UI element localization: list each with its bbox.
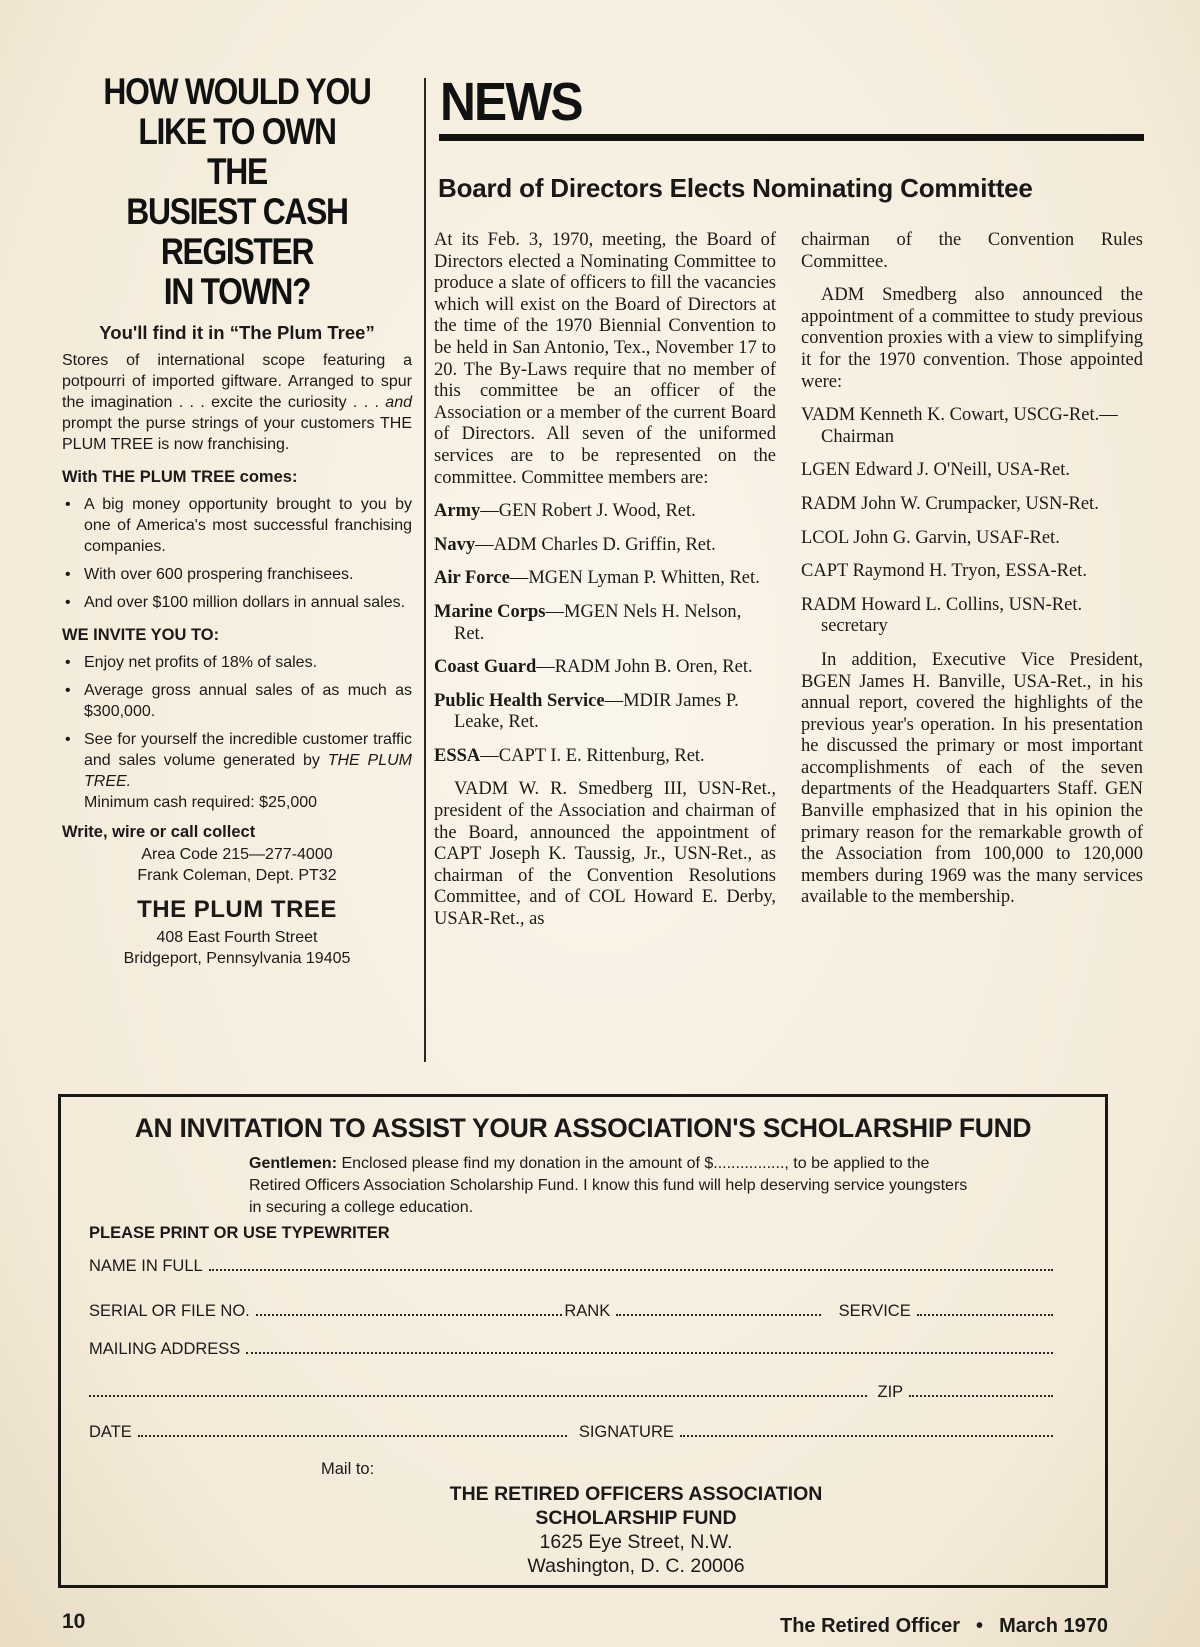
ad-headline-line: IN TOWN? [163,271,311,312]
proxy-committee-member: LGEN Edward J. O'Neill, USA-Ret. [801,460,1070,481]
mail-to-address [61,1482,1200,1578]
mail-to-label: Mail to: [321,1460,375,1478]
ad-contact-phone: Area Code 215—277-4000 [141,846,333,863]
date-field[interactable] [138,1434,567,1437]
zip-field[interactable] [909,1394,1053,1397]
serial-label: SERIAL OR FILE NO. [89,1302,250,1320]
org-street: 1625 Eye Street, N.W. [539,1531,733,1553]
plum-tree-ad [62,72,412,969]
ad-headline-line: REGISTER [160,231,314,272]
address-zip-row [89,1383,1053,1402]
ad-min-cash: Minimum cash required: $25,000 [84,794,318,811]
org-city: Washington, D. C. 20006 [527,1555,745,1577]
ad-city: Bridgeport, Pennsylvania 19405 [123,950,351,967]
ad-subhead: You'll find it in “The Plum Tree” [99,322,375,343]
news-paragraph: chairman of the Convention Rules Committee. [801,230,1143,272]
ad-contact-person: Frank Coleman, Dept. PT32 [137,867,337,884]
committee-member: Navy—ADM Charles D. Griffin, Ret. [434,534,716,555]
date-label: DATE [89,1423,132,1441]
news-paragraph: In addition, Executive Vice President, BGEN James H. Banville, USA-Ret., in his annual report, covered the highlights of the previous year's operation. In his presentation he discussed the primary or most important accomplishments of each of the seven departments of the Headquarters Staff. GEN Banville emphasized that in his opinion the primary reason for the remarkable growth of the Association from 100,000 to 120,000 members during 1969 was the many services available to the membership. [801,649,1143,908]
news-section-title: NEWS [440,72,582,132]
proxy-committee-member: CAPT Raymond H. Tryon, ESSA-Ret. [801,561,1087,582]
address-field-line-2[interactable] [89,1394,867,1397]
name-field[interactable] [209,1268,1053,1271]
page-number: 10 [62,1610,86,1633]
signature-field[interactable] [680,1434,1053,1437]
committee-member: Coast Guard—RADM John B. Oren, Ret. [434,657,753,678]
committee-member: Air Force—MGEN Lyman P. Whitten, Ret. [434,568,760,589]
amount-field[interactable]: ................ [713,1155,785,1172]
news-paragraph: At its Feb. 3, 1970, meeting, the Board of Directors elected a Nominating Committee to produce a slate of officers to fill the vacancies which will exist on the Board of Directors at the time of the 1970 Biennial Convention to be held in San Antonio, Tex., November 17 to 20. The By-Laws require that no member of this committee be an officer of the Association or a member of the current Board of Directors. All seven of the uniformed services are to be represented on the committee. Committee members are: [434,230,776,488]
ad-headline-line: THE [207,151,267,192]
running-footer [780,1615,1108,1638]
print-note: PLEASE PRINT OR USE TYPEWRITER [89,1224,390,1242]
committee-member: Army—GEN Robert J. Wood, Ret. [434,501,696,522]
proxy-committee-member: VADM Kenneth K. Cowart, USCG-Ret.—Chairman [801,405,1118,447]
address-row [89,1340,1053,1359]
list-item: • And over $100 million dollars in annual sales. [62,592,412,613]
column-divider [424,78,426,1062]
signature-label: SIGNATURE [578,1423,674,1441]
list-item: • With over 600 prospering franchisees. [62,564,412,585]
date-signature-row [89,1423,1053,1442]
proxy-committee-member: LCOL John G. Garvin, USAF-Ret. [801,527,1060,548]
service-label: SERVICE [838,1302,911,1320]
serial-rank-service-row [89,1302,1053,1321]
name-label: NAME IN FULL [89,1257,203,1275]
footer-separator: • [976,1615,984,1637]
org-fund: SCHOLARSHIP FUND [535,1507,737,1529]
list-item: • A big money opportunity brought to you by one of America's most successful franchising companies. [62,494,412,557]
committee-member: Marine Corps—MGEN Nels H. Nelson, Ret. [434,601,742,644]
zip-label: ZIP [877,1383,904,1401]
ad-street: 408 East Fourth Street [156,929,318,946]
news-paragraph: VADM W. R. Smedberg III, USN-Ret., president of the Association and chairman of the Board, announced the appointment of CAPT Joseph K. Taussig, Jr., USN-Ret., as chairman of the Convention Resolutions Committee, and of COL Howard E. Derby, USAR-Ret., as [434,779,776,930]
list-item: • See for yourself the incredible customer traffic and sales volume generated by THE PLUM TREE. Minimum cash required: $25,000 [62,729,412,813]
ad-comes-list [62,494,412,613]
publication-name: The Retired Officer [780,1615,961,1637]
ad-contact-heading: Write, wire or call collect [62,823,256,841]
news-paragraph: ADM Smedberg also announced the appointment of a committee to study previous convention proxies with a view to simplifying it for the 1970 convention. Those appointed were: [801,285,1143,392]
committee-member: ESSA—CAPT I. E. Rittenburg, Ret. [434,745,705,766]
org-name: THE RETIRED OFFICERS ASSOCIATION [449,1483,823,1505]
ad-invite-heading: WE INVITE YOU TO: [62,626,220,644]
ad-brand-name: THE PLUM TREE [137,896,337,923]
news-headline: Board of Directors Elects Nominating Committee [438,173,1033,203]
list-item: • Average gross annual sales of as much as $300,000. [62,680,412,722]
service-field[interactable] [917,1313,1053,1316]
ad-headline-line: BUSIEST CASH [126,191,348,232]
news-title-rule [439,134,1144,141]
ad-headline-line: HOW WOULD YOU [103,71,371,112]
ad-comes-heading: With THE PLUM TREE comes: [62,468,298,486]
ad-headline-line: LIKE TO OWN [138,111,336,152]
news-column-2 [801,230,1143,921]
rank-label: RANK [564,1302,611,1320]
name-row [89,1257,1053,1276]
proxy-committee-member: RADM John W. Crumpacker, USN-Ret. [801,493,1099,514]
rank-field[interactable] [616,1313,820,1316]
form-title: AN INVITATION TO ASSIST YOUR ASSOCIATION'S SCHOLARSHIP FUND [134,1113,1032,1143]
address-field[interactable] [246,1351,1053,1354]
ad-intro: Stores of international scope featuring a potpourri of imported giftware. Arranged to spur the imagination . . . excite the curiosity . . . and prompt the purse strings of your customers THE PLUM TREE is now franchising. [62,352,412,453]
form-intro: Gentlemen: Enclosed please find my donation in the amount of $................, to be applied to the Retired Officers Association Scholarship Fund. I know this fund will help deserving service youngsters in securing a college education. [249,1155,968,1216]
serial-field[interactable] [256,1313,563,1316]
ad-headline [87,72,388,312]
proxy-committee-member: RADM Howard L. Collins, USN-Ret. secretary [801,594,1083,637]
committee-member: Public Health Service—MDIR James P. Leake, Ret. [434,690,739,733]
scholarship-form [58,1094,1108,1588]
news-column-1 [434,230,776,943]
address-label: MAILING ADDRESS [89,1340,241,1358]
issue-date: March 1970 [999,1615,1109,1637]
list-item: • Enjoy net profits of 18% of sales. [62,652,412,673]
ad-invite-list [62,652,412,813]
